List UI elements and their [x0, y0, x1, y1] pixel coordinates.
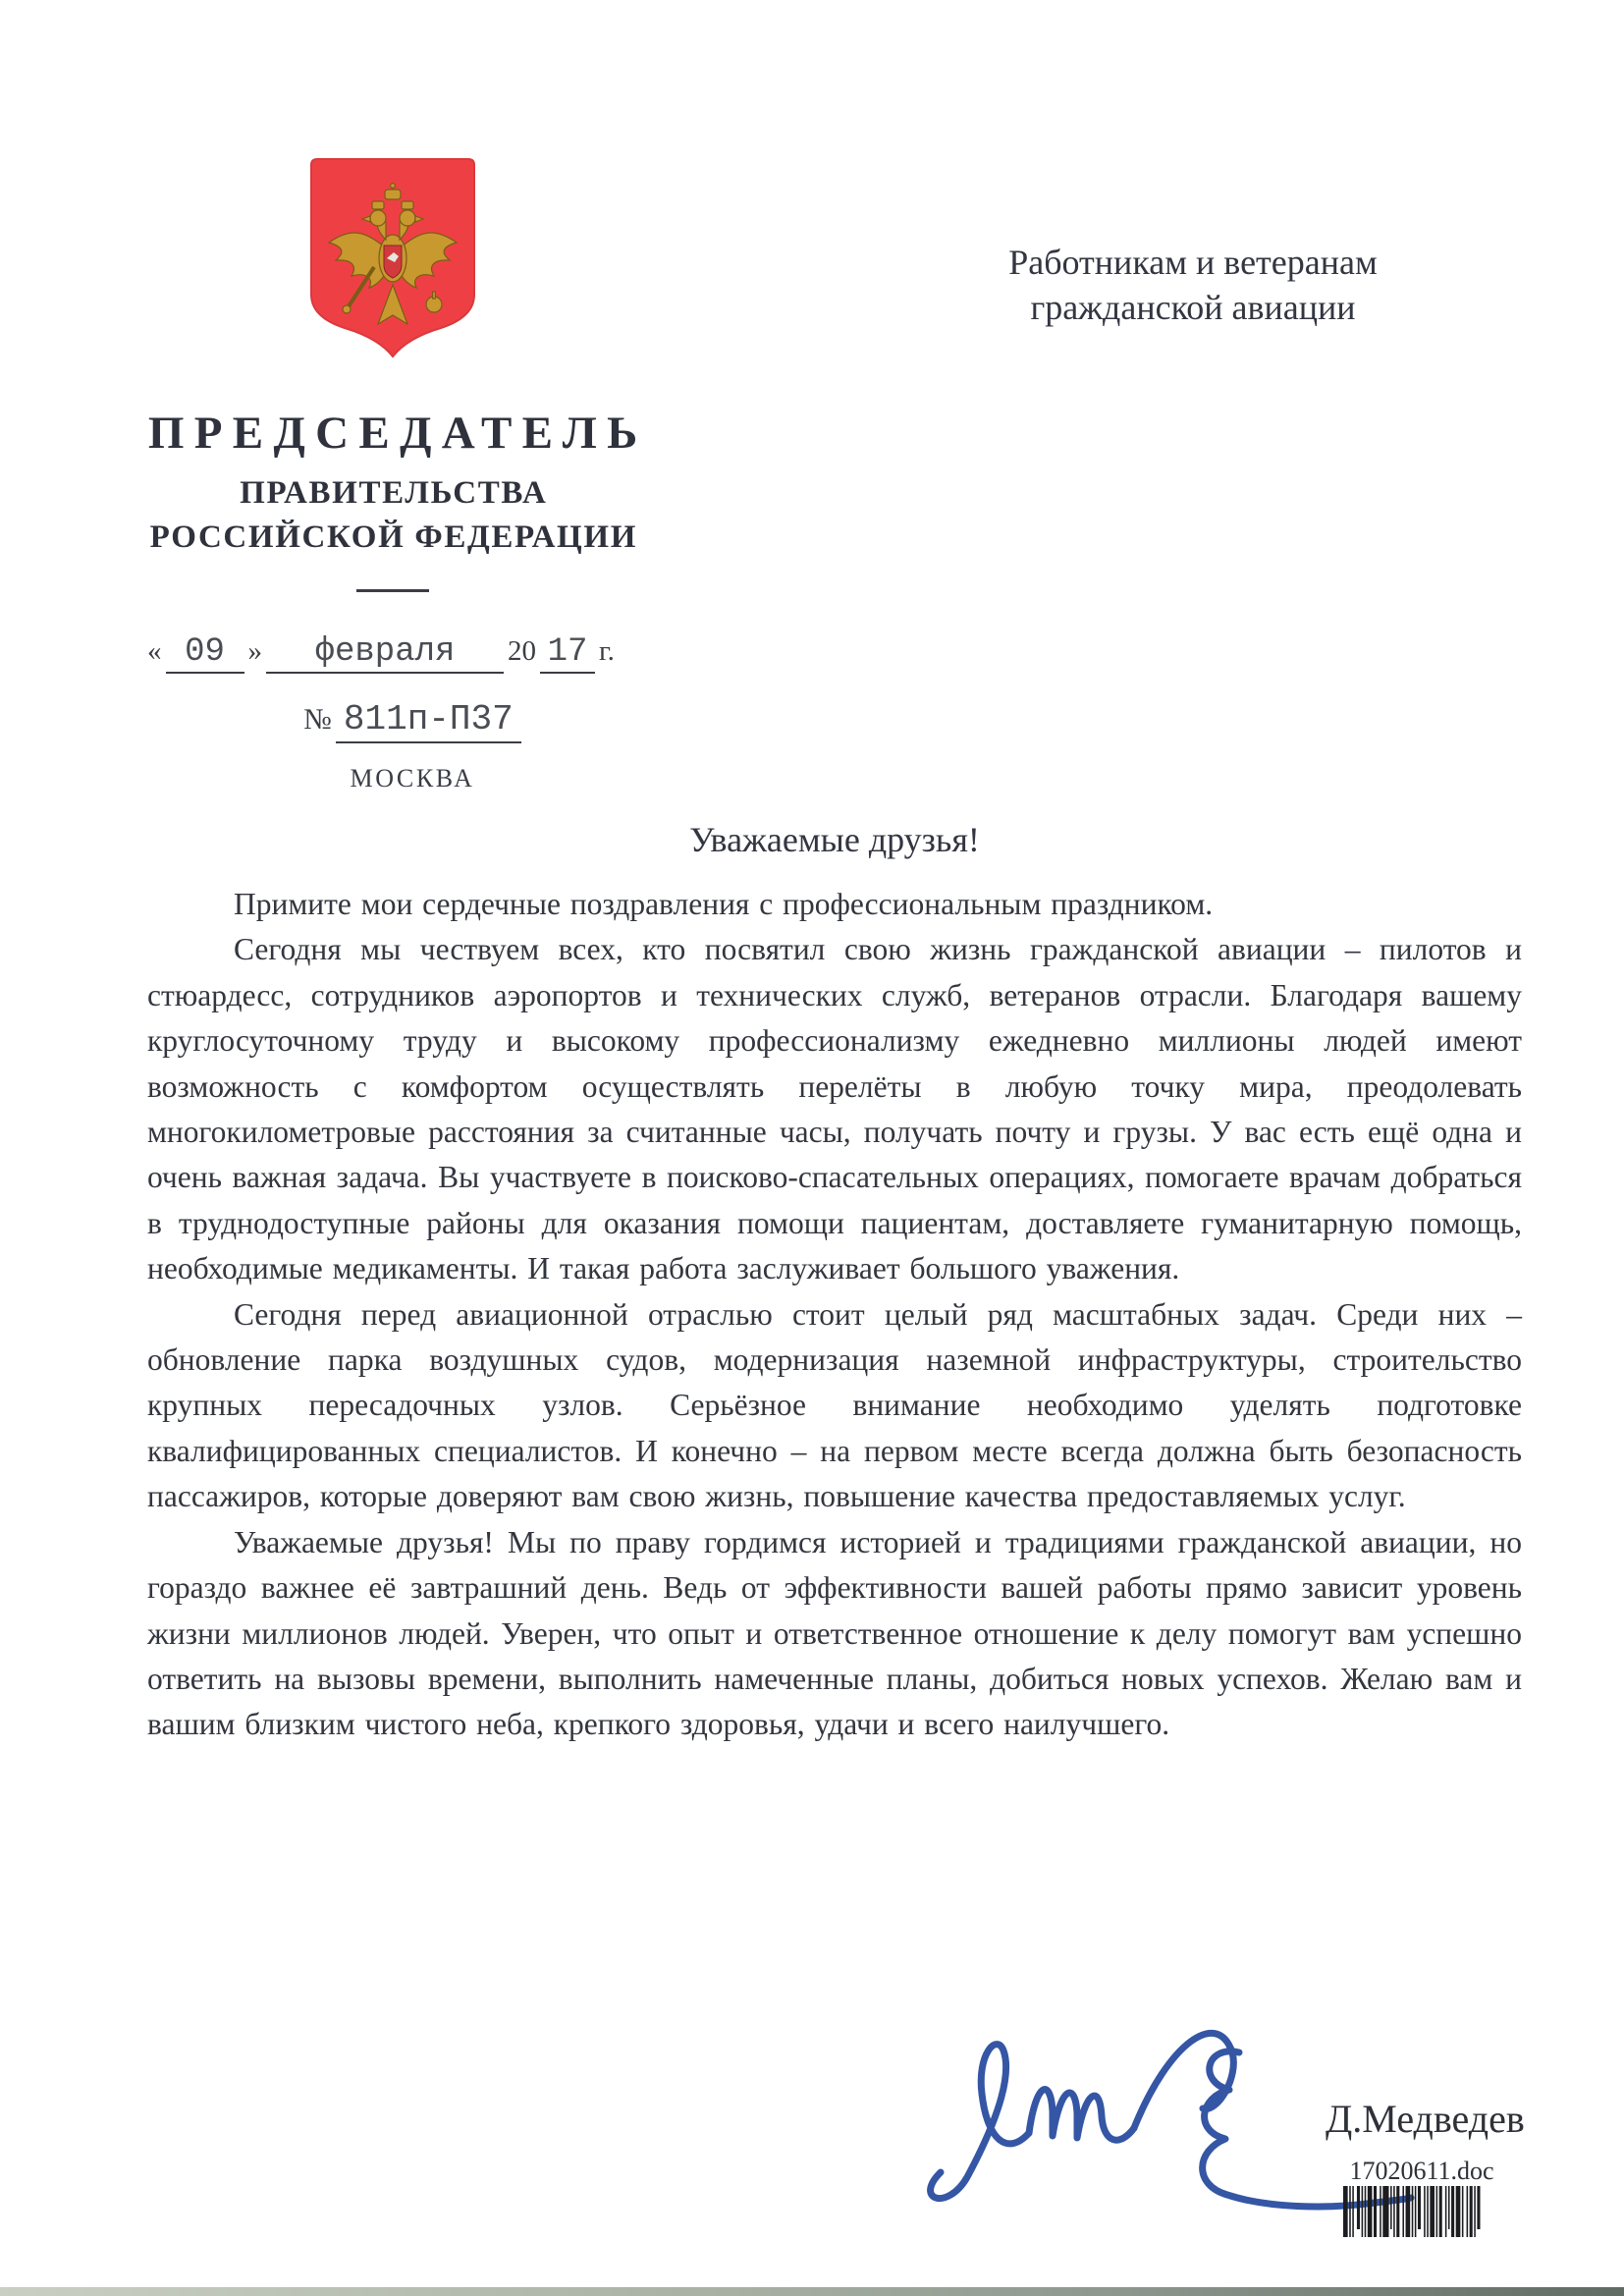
salutation: Уважаемые друзья! — [689, 820, 980, 859]
date-line — [147, 632, 677, 674]
date-year-suffix: г. — [599, 635, 615, 667]
date-day-field: 09 — [166, 632, 244, 674]
russian-coat-of-arms-icon — [309, 157, 476, 358]
body-paragraph: Сегодня перед авиационной отраслью стоит целый ряд масштабных задач. Среди них – обновление парка воздушных судов, модернизация наземной инфраструктуры, строительство крупных пересадочных узлов. Серьёзное внимание необходимо уделять подготовке квалифицированных специалистов. И конечно – на первом месте всегда должна быть безопасность пассажиров, которые доверяют вам свою жизнь, повышение качества предоставляемых услуг. — [147, 1296, 1522, 1514]
date-century: 20 — [508, 635, 536, 667]
body-paragraph: Сегодня мы чествуем всех, кто посвятил свою жизнь гражданской авиации – пилотов и стюардесс, сотрудников аэропортов и технических служб, ветеранов отрасли. Благодаря вашему круглосуточному труду и высокому профессионализму ежедневно миллионы людей имеют возможность с комфортом осуществлять перелёты в любую точку мира, преодолевать многокилометровые расстояния за считанные часы, получать почту и грузы. У вас есть ещё одна и очень важная задача. Вы участвуете в поисково-спасательных операциях, помогаете врачам добраться в труднодоступные районы для оказания помощи пациентам, доставляете гуманитарную помощь, необходимые медикаменты. И такая работа заслуживает большого уважения. — [147, 932, 1522, 1286]
date-month-field: февраля — [266, 632, 504, 674]
letterhead-subtitle-1: ПРАВИТЕЛЬСТВА — [240, 475, 548, 511]
recipient-block — [967, 240, 1419, 330]
body-paragraph: Уважаемые друзья! Мы по праву гордимся историей и традициями гражданской авиации, но гораздо важнее её завтрашний день. Ведь от эффективности вашей работы прямо зависит уровень жизни миллионов людей. Уверен, что опыт и ответственное отношение к делу помогут вам успешно ответить на вызовы времени, выполнить намеченные планы, добиться новых успехов. Желаю вам и вашим близким чистого неба, крепкого здоровья, удачи и всего наилучшего. — [147, 1524, 1522, 1742]
open-quote: « — [147, 635, 162, 667]
document-number-line — [147, 699, 677, 743]
body-paragraph: Примите мои сердечные поздравления с профессиональным праздником. — [234, 887, 1214, 921]
date-year-field: 17 — [540, 632, 595, 674]
letterhead — [118, 157, 668, 592]
barcode-icon — [1343, 2186, 1492, 2237]
scan-bottom-edge — [0, 2287, 1624, 2296]
document-number-field: 811п-П37 — [336, 699, 521, 743]
letterhead-subtitle-2: РОССИЙСКОЙ ФЕДЕРАЦИИ — [149, 519, 638, 555]
number-sign: № — [303, 703, 332, 736]
close-quote: » — [247, 635, 262, 667]
city-label: МОСКВА — [350, 764, 475, 793]
letterhead-divider — [356, 589, 429, 592]
signer-name: Д.Медведев — [1326, 2097, 1525, 2141]
recipient-line-2: гражданской авиации — [1030, 288, 1356, 327]
recipient-line-1: Работникам и ветеранам — [1008, 243, 1378, 282]
document-filename: 17020611.doc — [1349, 2157, 1494, 2185]
letter-body — [147, 882, 1522, 1748]
letterhead-title: ПРЕДСЕДАТЕЛЬ — [147, 408, 648, 459]
